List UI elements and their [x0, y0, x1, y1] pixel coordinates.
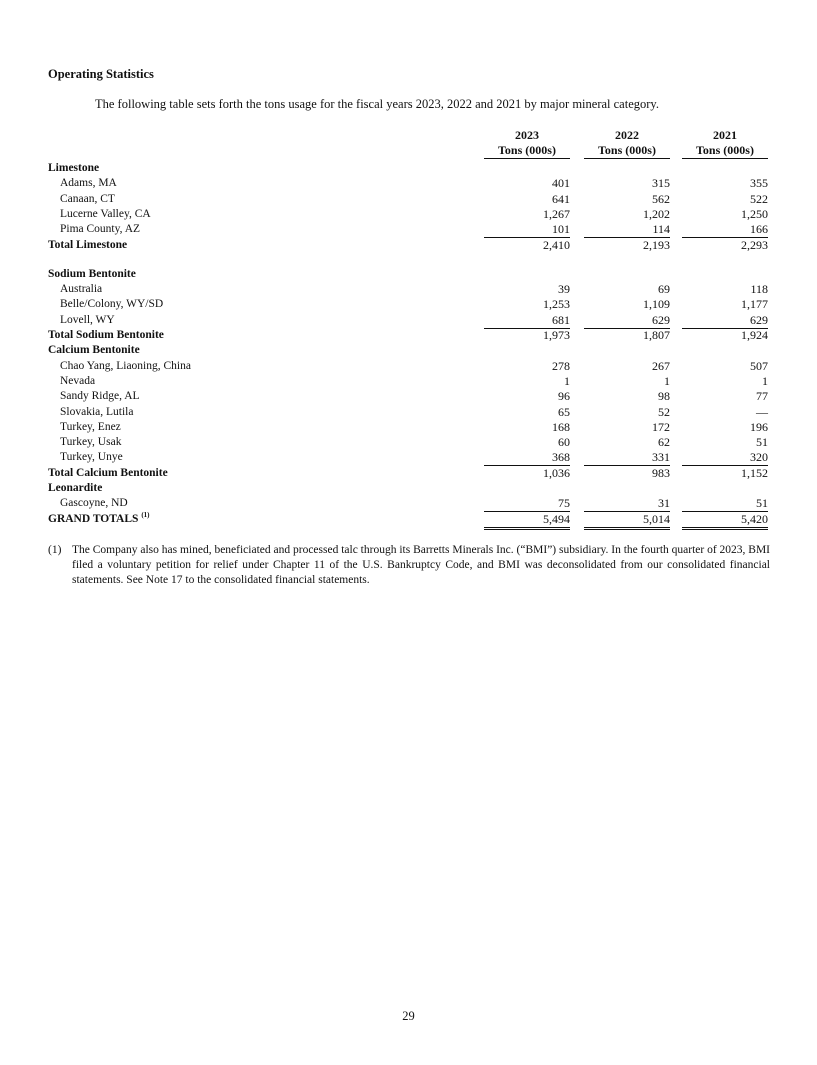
column-year: 2021: [713, 128, 737, 142]
cell-value: 355: [750, 176, 768, 191]
cell-value: 1,253: [543, 297, 570, 312]
row-label: [60, 374, 95, 389]
cell-value: 114: [584, 222, 670, 238]
row-label: [48, 328, 164, 343]
cell-value: 51: [756, 435, 768, 450]
row-label-text: Turkey, Enez: [60, 420, 121, 433]
row-label: [60, 435, 121, 450]
cell-value: 69: [658, 282, 670, 297]
row-label-text: Leonardite: [48, 482, 103, 494]
table-row: [0, 192, 817, 207]
row-label-text: Total Calcium Bentonite: [48, 466, 168, 479]
row-label: [60, 313, 115, 328]
row-label-text: Lovell, WY: [60, 313, 115, 326]
row-label-text: Limestone: [48, 162, 100, 174]
row-label: [48, 512, 149, 527]
row-label-text: Sodium Bentonite: [48, 267, 136, 280]
row-label: [60, 496, 128, 511]
cell-value: 401: [552, 176, 570, 191]
row-label: [60, 176, 117, 191]
cell-value: 1: [564, 373, 570, 388]
cell-value: 75: [484, 496, 570, 512]
row-label: [60, 192, 115, 207]
cell-value: 60: [558, 435, 570, 450]
cell-value: 641: [552, 191, 570, 206]
row-label-text: Turkey, Usak: [60, 436, 122, 449]
table-row: [0, 374, 817, 389]
table-row: [0, 405, 817, 420]
cell-value: 39: [558, 282, 570, 297]
cell-value: 562: [652, 191, 670, 206]
cell-value: 168: [552, 419, 570, 434]
table-row: [0, 496, 817, 511]
cell-value: 315: [652, 176, 670, 191]
table-row-section: [0, 481, 817, 496]
cell-value: 1,924: [741, 328, 768, 342]
cell-value: 629: [584, 313, 670, 329]
table-row: [0, 176, 817, 191]
cell-value: 522: [750, 191, 768, 206]
table-row: [0, 420, 817, 435]
cell-value: 1,250: [741, 206, 768, 221]
row-label: [60, 297, 163, 312]
row-label: [48, 161, 99, 176]
cell-value: 1,177: [741, 297, 768, 312]
cell-value: 1,973: [543, 328, 570, 342]
cell-value: 1,202: [643, 206, 670, 221]
footnote: [48, 543, 770, 588]
cell-value: 166: [682, 222, 768, 238]
table-row: [0, 450, 817, 465]
row-label-text: Australia: [60, 283, 103, 296]
table-row: [0, 313, 817, 328]
column-unit: Tons (000s): [682, 143, 768, 159]
column-year: 2023: [515, 128, 539, 142]
cell-value: 629: [682, 313, 768, 329]
column-header-2021: [682, 128, 768, 159]
row-label: [48, 481, 102, 496]
column-header-2023: [484, 128, 570, 159]
row-label: [60, 207, 151, 222]
cell-value: 5,420: [682, 512, 768, 530]
cell-value: 320: [682, 450, 768, 466]
footnote-reference: (1): [141, 510, 150, 519]
cell-value: 1: [664, 373, 670, 388]
cell-value: 118: [750, 282, 768, 297]
row-label: [60, 359, 191, 374]
row-label-text: Sandy Ridge, AL: [60, 390, 140, 403]
row-label-text: Canaan, CT: [60, 192, 115, 205]
cell-value: —: [756, 404, 768, 419]
cell-value: 2,410: [543, 237, 570, 252]
cell-value: 5,014: [584, 512, 670, 530]
row-label: [48, 466, 168, 481]
row-label-text: Nevada: [60, 374, 96, 387]
cell-value: 2,293: [741, 237, 768, 252]
table-row-section: [0, 343, 817, 358]
page-number: 29: [402, 1009, 415, 1023]
column-header-2022: [584, 128, 670, 159]
cell-value: 52: [658, 404, 670, 419]
table-row-grand: [0, 512, 817, 527]
table-row-total: [0, 238, 817, 253]
cell-value: 331: [584, 450, 670, 466]
table-row-section: [0, 161, 817, 176]
column-unit: Tons (000s): [584, 143, 670, 159]
column-year: 2022: [615, 128, 639, 142]
row-label: [60, 389, 140, 404]
cell-value: 65: [558, 404, 570, 419]
table-row-section: [0, 267, 817, 282]
row-label-text: Total Limestone: [48, 238, 128, 251]
row-label-text: Chao Yang, Liaoning, China: [60, 359, 191, 372]
table-row: [0, 435, 817, 450]
row-label-text: Lucerne Valley, CA: [60, 207, 151, 220]
cell-value: 1: [762, 373, 768, 388]
operating-statistics-heading: Operating Statistics: [48, 67, 154, 81]
footnote-mark: (1): [48, 544, 62, 556]
table-row: [0, 222, 817, 237]
table-row: [0, 389, 817, 404]
row-label-text: Pima County, AZ: [60, 223, 141, 236]
cell-value: 681: [484, 313, 570, 329]
row-label: [60, 450, 123, 465]
cell-value: 77: [756, 389, 768, 404]
row-label-text: Belle/Colony, WY/SD: [60, 298, 164, 311]
table-row-total: [0, 466, 817, 481]
cell-value: 368: [484, 450, 570, 466]
cell-value: 51: [682, 496, 768, 512]
row-label-text: Turkey, Unye: [60, 451, 123, 464]
row-label-text: Adams, MA: [60, 177, 117, 190]
cell-value: 31: [584, 496, 670, 512]
table-row: [0, 207, 817, 222]
row-label: [48, 343, 140, 358]
cell-value: 1,109: [643, 297, 670, 312]
row-label: [60, 405, 133, 420]
cell-value: 96: [558, 389, 570, 404]
cell-value: 983: [652, 465, 670, 480]
cell-value: 1,152: [741, 465, 768, 480]
row-label: [48, 267, 136, 282]
cell-value: 5,494: [484, 512, 570, 530]
table-row: [0, 282, 817, 297]
row-label: [60, 282, 102, 297]
row-label-text: Calcium Bentonite: [48, 344, 140, 357]
table-row: [0, 359, 817, 374]
cell-value: 1,267: [543, 206, 570, 221]
cell-value: 101: [484, 222, 570, 238]
column-unit: Tons (000s): [484, 143, 570, 159]
row-label: [48, 238, 127, 253]
row-label-text: Total Sodium Bentonite: [48, 329, 164, 341]
cell-value: 62: [658, 435, 670, 450]
table-row: [0, 297, 817, 312]
intro-paragraph: The following table sets forth the tons usage for the fiscal years 2023, 2022 and 2021 by major mineral category.: [95, 97, 659, 111]
cell-value: 98: [658, 389, 670, 404]
row-label: [60, 420, 121, 435]
cell-value: 2,193: [643, 237, 670, 252]
row-label-text: Slovakia, Lutila: [60, 405, 134, 418]
row-label-text: Gascoyne, ND: [60, 497, 128, 510]
cell-value: 196: [750, 419, 768, 434]
cell-value: 1,036: [543, 465, 570, 480]
cell-value: 267: [652, 358, 670, 373]
row-label: [60, 222, 140, 237]
cell-value: 172: [652, 419, 670, 434]
cell-value: 507: [750, 358, 768, 373]
cell-value: 278: [552, 358, 570, 373]
row-label-text: GRAND TOTALS: [48, 512, 139, 525]
footnote-text: The Company also has mined, beneficiated and processed talc through its Barretts Minerals Inc. (“BMI”) subsidiary. In the fourth quarter of 2023, BMI filed a voluntary petition for relief under Chapter 11 of the U.S. Bankruptcy Code, and BMI was deconsolidated from our consolidated financial statements. See Note 17 to the consolidated financial statements.: [72, 544, 771, 586]
cell-value: 1,807: [643, 328, 670, 342]
table-row-total: [0, 328, 817, 343]
